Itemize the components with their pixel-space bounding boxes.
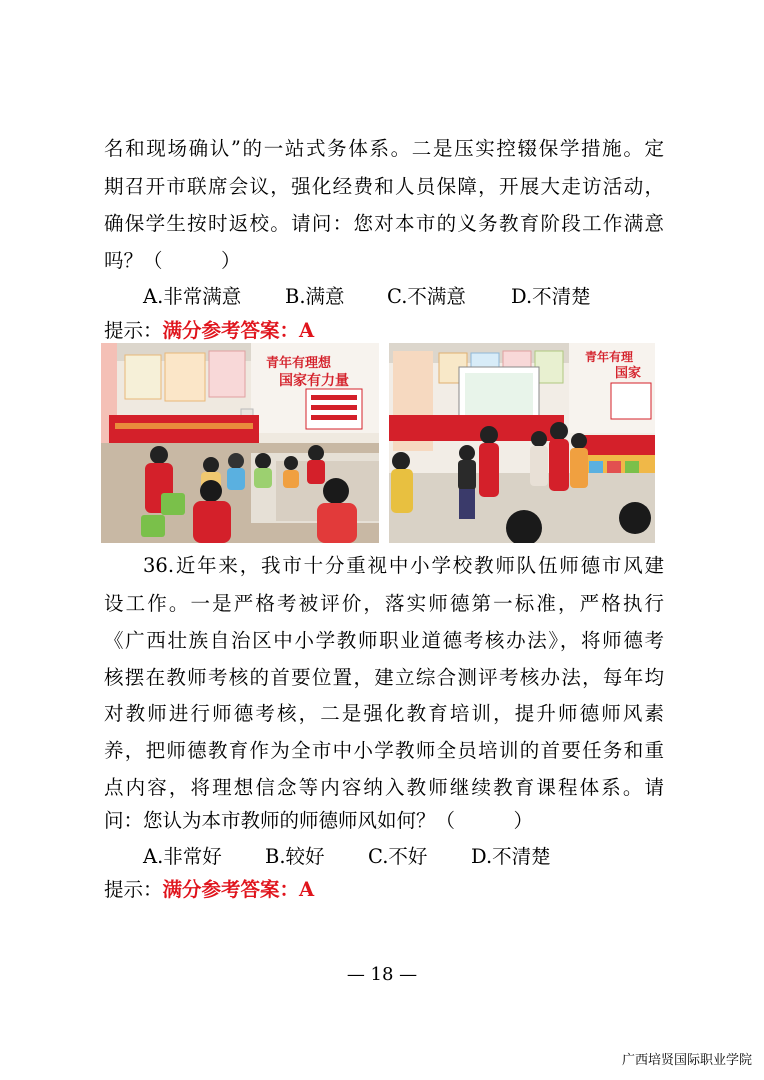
q36-line-3: 《广西壮族自治区中小学教师职业道德考核办法》，将师德考	[104, 629, 664, 652]
page-number: — 18 —	[346, 964, 418, 985]
q36-hint	[104, 872, 664, 908]
q36-option-d: D.不清楚	[471, 845, 551, 868]
q36-line-2: 设工作。一是严格考被评价，落实师德第一标准，严格执行	[104, 592, 664, 615]
q35-option-a: A.非常满意	[143, 285, 242, 308]
q36-line-7: 点内容，将理想信念等内容纳入教师继续教育课程体系。请	[104, 776, 664, 799]
photo-classroom-left	[101, 343, 379, 543]
q36-line-8: 问：您认为本市教师的师德师风如何？（ ）	[104, 809, 534, 832]
q36-line-5: 对教师进行师德考核，二是强化教育培训，提升师德师风素	[104, 702, 664, 725]
watermark: 广西培贤国际职业学院	[621, 1053, 752, 1068]
q36-line-4: 核摆在教师考核的首要位置，建立综合测评考核办法，每年均	[104, 666, 664, 689]
q36-line-1: 36.近年来，我市十分重视中小学校教师队伍师德市风建	[143, 554, 664, 577]
q35-line-2: 期召开市联席会议，强化经费和人员保障，开展大走访活动，	[104, 175, 664, 198]
left-wall-slogan-2: 国家有力量	[279, 373, 349, 389]
q35-options	[143, 279, 703, 315]
q35-option-c: C.不满意	[387, 285, 466, 308]
q35-option-d: D.不清楚	[511, 285, 591, 308]
q35-line-1: 名和现场确认”的一站式务体系。二是压实控辍保学措施。定	[104, 137, 664, 160]
q36-options	[143, 839, 703, 875]
right-wall-slogan-2: 国家	[615, 366, 642, 381]
photo-classroom-right	[389, 343, 655, 543]
left-wall-slogan-1: 青年有理想	[266, 356, 332, 371]
q35-line-4: 吗？（ ）	[104, 249, 241, 272]
q36-hint-answer: 满分参考答案：A	[162, 878, 315, 901]
q36-hint-label: 提示：	[104, 878, 163, 901]
q36-option-a: A.非常好	[143, 845, 222, 868]
right-wall-slogan-1: 青年有理	[585, 350, 634, 364]
q35-hint-answer: 满分参考答案：A	[162, 319, 315, 342]
q35-hint-label: 提示：	[104, 319, 163, 342]
q36-option-c: C.不好	[368, 845, 428, 868]
q35-line-3: 确保学生按时返校。请问：您对本市的义务教育阶段工作满意	[104, 212, 664, 235]
q35-option-b: B.满意	[285, 285, 345, 308]
q36-option-b: B.较好	[265, 845, 325, 868]
q36-line-6: 养，把师德教育作为全市中小学教师全员培训的首要任务和重	[104, 739, 664, 762]
